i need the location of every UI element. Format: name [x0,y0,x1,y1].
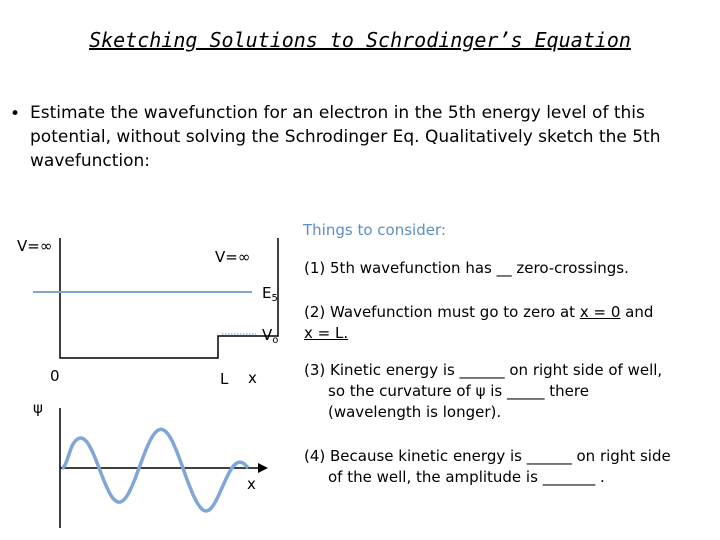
left-wall-label: V=∞ [17,237,53,255]
consideration-2 [304,302,653,344]
x-axis-arrowhead [258,463,268,473]
x-axis-label-top: x [248,369,257,387]
origin-label: 0 [50,367,60,385]
consideration-3-line2: so the curvature of ψ is [328,382,507,400]
consideration-1-text-end: zero-crossings. [511,259,629,277]
consideration-4-line2: of the well, the amplitude is [328,468,543,486]
consideration-2-blank: x = 0 [579,303,621,321]
well-width-label: L [220,370,229,388]
consideration-4 [304,446,671,488]
consideration-3-text-end: on right side of well, [504,361,663,379]
consideration-4-text: (4) Because kinetic energy is [304,447,527,465]
consideration-2-text: (2) Wavefunction must go to zero at [304,303,580,321]
intro-text: Estimate the wavefunction for an electron in the 5th energy level of this potential, without solving the Schrodinger Eq. Qualitatively sketch the 5th wavefunction: [30,103,661,171]
right-wall-label: V=∞ [215,248,251,266]
page-title: Sketching Solutions to Schrodinger’s Equation [89,28,631,52]
consideration-4-blank-2: _______ [542,468,596,486]
considerations-heading: Things to consider: [303,221,446,239]
step-label: $V_o$ [262,326,279,346]
bullet-marker: • [10,104,21,124]
energy-level-label: $E_5$ [262,284,278,304]
wavefunction-curve [62,429,248,511]
consideration-1-text: (1) 5th wavefunction has [304,259,497,277]
consideration-4-blank: ______ [526,447,572,465]
consideration-4-text-end: on right side [571,447,671,465]
consideration-3 [304,360,662,423]
consideration-3-blank: ______ [459,361,505,379]
psi-axis-label: ψ [33,399,43,417]
x-axis-label-bottom: x [247,475,256,493]
consideration-3-text: (3) Kinetic energy is [304,361,460,379]
consideration-4-line2-end: . [595,468,605,486]
consideration-3-line2-end: there [544,382,589,400]
consideration-3-line3: (wavelength is longer). [328,403,502,421]
consideration-3-blank-2: _____ [507,382,545,400]
consideration-2-line2: x = L. [304,324,349,342]
consideration-2-text-end: and [620,303,654,321]
consideration-1 [304,258,629,279]
consideration-1-blank: __ [496,259,512,277]
